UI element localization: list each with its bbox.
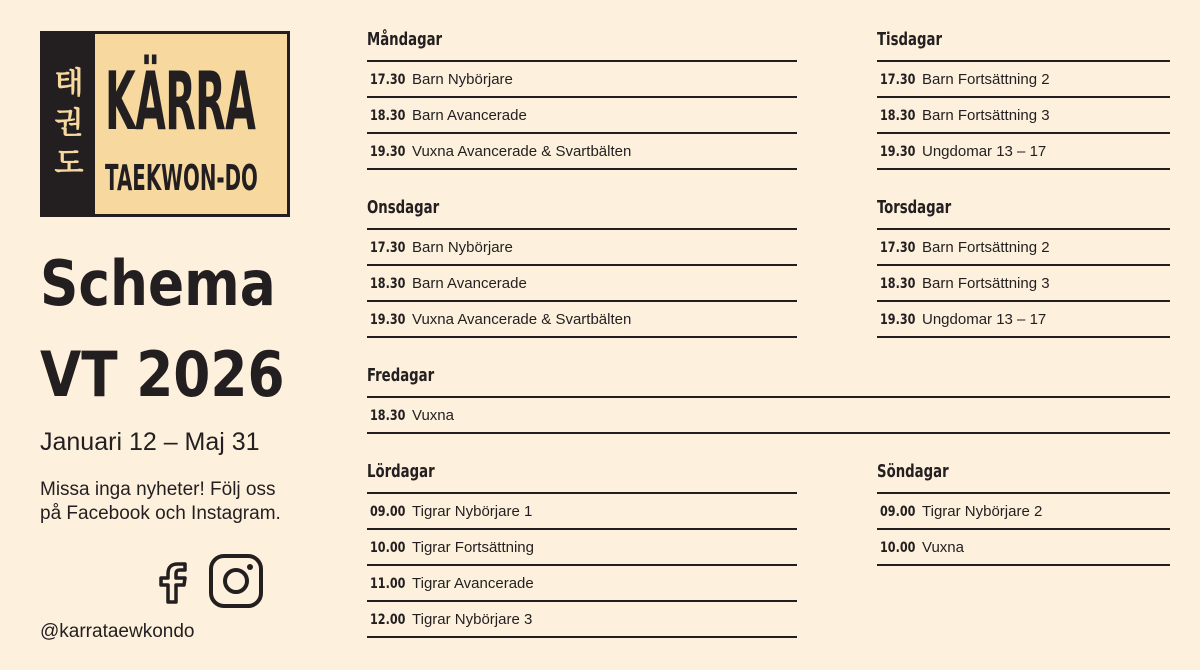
class-time: 10.00: [370, 540, 406, 556]
class-name: Barn Fortsättning 2: [922, 71, 1050, 88]
class-time: 19.30: [370, 312, 406, 328]
date-range: Januari 12 – Maj 31: [40, 428, 260, 456]
follow-text: Missa inga nyheter! Följ oss på Facebook och Instagram.: [40, 479, 281, 524]
class-time: 09.00: [880, 504, 916, 520]
class-time: 19.30: [370, 144, 406, 160]
class-name: Tigrar Fortsättning: [412, 539, 534, 556]
day-block-tisdagar: [877, 25, 1170, 170]
facebook-icon[interactable]: [156, 556, 192, 604]
class-time: 17.30: [880, 240, 916, 256]
class-row: [877, 62, 1170, 98]
class-row: [367, 302, 797, 338]
instagram-icon[interactable]: [208, 553, 264, 609]
logo-hangul-char: 도: [54, 146, 84, 181]
class-time: 09.00: [370, 504, 406, 520]
class-name: Tigrar Nybörjare 2: [922, 503, 1043, 520]
class-row: [367, 134, 797, 170]
class-row: [877, 266, 1170, 302]
class-name: Vuxna Avancerade & Svartbälten: [412, 311, 632, 328]
class-row: [367, 98, 797, 134]
class-time: 19.30: [880, 144, 916, 160]
class-time: 11.00: [370, 576, 406, 592]
class-name: Barn Nybörjare: [412, 71, 513, 88]
class-time: 18.30: [370, 108, 406, 124]
class-name: Barn Avancerade: [412, 275, 527, 292]
day-block-onsdagar: [367, 193, 797, 338]
class-name: Vuxna: [412, 407, 454, 424]
class-time: 19.30: [880, 312, 916, 328]
class-row: [367, 602, 797, 638]
day-block-lordagar: [367, 457, 797, 638]
day-block-torsdagar: [877, 193, 1170, 338]
class-name: Barn Nybörjare: [412, 239, 513, 256]
class-row: [877, 134, 1170, 170]
day-title: Måndagar: [367, 29, 443, 50]
class-time: 18.30: [880, 108, 916, 124]
day-title: Lördagar: [367, 461, 435, 482]
class-name: Tigrar Avancerade: [412, 575, 534, 592]
logo-hangul: [43, 34, 95, 214]
class-time: 17.30: [370, 72, 406, 88]
class-time: 17.30: [370, 240, 406, 256]
class-row: [877, 494, 1170, 530]
class-name: Tigrar Nybörjare 1: [412, 503, 533, 520]
class-name: Ungdomar 13 – 17: [922, 143, 1047, 160]
day-block-sondagar: [877, 457, 1170, 566]
class-row: [877, 530, 1170, 566]
class-row: [367, 566, 797, 602]
class-name: Vuxna Avancerade & Svartbälten: [412, 143, 632, 160]
page-subtitle: VT 2026: [40, 338, 285, 411]
class-name: Barn Fortsättning 3: [922, 107, 1050, 124]
class-row: [877, 302, 1170, 338]
class-row: [367, 230, 797, 266]
logo-line1: KÄRRA: [105, 56, 256, 149]
class-time: 12.00: [370, 612, 406, 628]
day-block-fredagar: [367, 361, 1170, 434]
class-row: [367, 266, 797, 302]
class-name: Barn Avancerade: [412, 107, 527, 124]
class-row: [367, 530, 797, 566]
logo-hangul-char: 태: [54, 66, 84, 101]
day-title: Torsdagar: [877, 197, 952, 218]
class-row: [367, 494, 797, 530]
class-time: 18.30: [880, 276, 916, 292]
club-logo: [40, 31, 290, 217]
class-row: [877, 230, 1170, 266]
class-name: Ungdomar 13 – 17: [922, 311, 1047, 328]
logo-hangul-char: 권: [54, 106, 84, 141]
day-title: Söndagar: [877, 461, 949, 482]
page-title: Schema: [40, 247, 276, 320]
class-time: 17.30: [880, 72, 916, 88]
social-handle: @karrataewkondo: [40, 621, 195, 642]
class-name: Barn Fortsättning 3: [922, 275, 1050, 292]
logo-panel: [95, 34, 287, 214]
class-time: 18.30: [370, 276, 406, 292]
class-row: [367, 62, 797, 98]
day-title: Fredagar: [367, 365, 435, 386]
day-title: Onsdagar: [367, 197, 440, 218]
class-row: [877, 98, 1170, 134]
logo-line2: TAEKWON-DO: [105, 158, 258, 199]
class-row: [367, 398, 1170, 434]
class-name: Vuxna: [922, 539, 964, 556]
class-time: 10.00: [880, 540, 916, 556]
class-time: 18.30: [370, 408, 406, 424]
class-name: Barn Fortsättning 2: [922, 239, 1050, 256]
class-name: Tigrar Nybörjare 3: [412, 611, 533, 628]
day-block-mandagar: [367, 25, 797, 170]
day-title: Tisdagar: [877, 29, 942, 50]
